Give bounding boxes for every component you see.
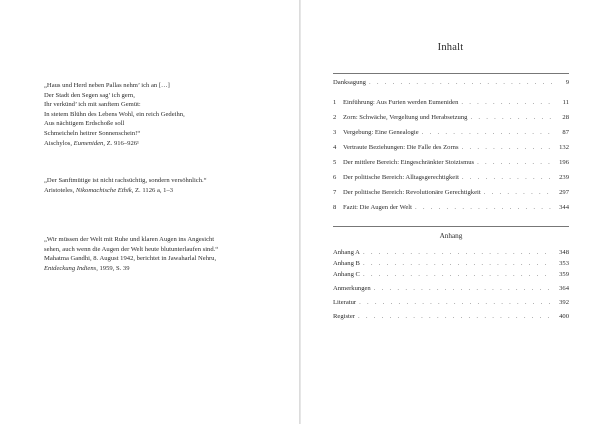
toc-entry-number: 2 bbox=[333, 114, 337, 121]
toc-entry-page: 87 bbox=[562, 129, 569, 136]
toc-entry-label: Der politische Bereich: Revolutionäre Gerechtigkeit bbox=[343, 189, 481, 196]
leader-dots bbox=[363, 271, 553, 278]
toc-entry-page: 344 bbox=[559, 204, 569, 211]
appendix-heading: Anhang bbox=[439, 232, 463, 240]
toc-entry[interactable] bbox=[333, 159, 569, 169]
toc-entry[interactable] bbox=[333, 99, 569, 109]
toc-entry-label: Literatur bbox=[333, 299, 357, 306]
toc-entry[interactable] bbox=[333, 285, 569, 295]
toc-entry-label: Vertraute Beziehungen: Die Falle des Zorns bbox=[343, 144, 459, 151]
toc-entry-label: Fazit: Die Augen der Welt bbox=[343, 204, 412, 211]
leader-dots bbox=[470, 114, 553, 121]
page-title: Inhalt bbox=[437, 42, 464, 53]
toc-entry[interactable] bbox=[333, 114, 569, 124]
epigraph-line: „Der Sanftmütige ist nicht rachsüchtig, sondern versöhnlich.“ bbox=[44, 177, 207, 184]
toc-entry-page: 9 bbox=[565, 79, 569, 86]
toc-entry-number: 6 bbox=[333, 174, 337, 181]
leader-dots bbox=[422, 129, 553, 136]
epigraph-source: Entdeckung Indiens, 1959, S. 39 bbox=[44, 264, 130, 272]
epigraph-source: Aristoteles, Nikomachische Ethik, Z. 1126 a, 1–3 bbox=[44, 186, 174, 194]
epigraph-line: Mahatma Gandhi, 8. August 1942, berichtet in Jawaharlal Nehru, bbox=[44, 255, 217, 263]
toc-entry[interactable] bbox=[333, 249, 569, 259]
toc-entry-label: Der politische Bereich: Alltagsgerechtigkeit bbox=[343, 174, 459, 181]
leader-dots bbox=[415, 204, 553, 211]
toc-entry-page: 353 bbox=[559, 260, 569, 267]
toc-entry-page: 297 bbox=[559, 189, 569, 196]
toc-entry-page: 348 bbox=[559, 249, 569, 256]
toc-entry[interactable] bbox=[333, 129, 569, 139]
toc-entry-label: Anmerkungen bbox=[333, 285, 371, 292]
epigraph-line: „Wir müssen der Welt mit Ruhe und klaren Augen ins Angesicht bbox=[44, 236, 215, 243]
toc-entry-page: 359 bbox=[559, 271, 569, 278]
epigraph-aeschylus bbox=[44, 81, 289, 148]
toc-entry-label: Der mittlere Bereich: Eingeschränkter Stoizismus bbox=[343, 159, 475, 166]
toc-entry[interactable] bbox=[333, 313, 569, 323]
toc-entry-number: 8 bbox=[333, 204, 337, 211]
epigraph-line: „Haus und Herd neben Pallas nehm’ ich an […] bbox=[44, 82, 170, 89]
toc-entry-page: 11 bbox=[562, 99, 569, 106]
leader-dots bbox=[462, 144, 553, 151]
toc-entry-number: 1 bbox=[333, 99, 337, 106]
toc-entry-label: Zorn: Schwäche, Vergeltung und Herabsetzung bbox=[343, 114, 468, 121]
divider bbox=[333, 226, 569, 227]
toc-entry-label: Register bbox=[333, 313, 355, 320]
epigraph-source: Aischylos, Eumeniden, Z. 916–926¹ bbox=[44, 139, 140, 147]
toc-entry[interactable] bbox=[333, 260, 569, 270]
epigraph-line: Der Stadt den Segen sag’ ich gern, bbox=[44, 91, 135, 99]
leader-dots bbox=[358, 313, 553, 320]
toc-entry-label: Anhang A bbox=[333, 249, 360, 256]
toc-entry-page: 196 bbox=[559, 159, 569, 166]
toc-entry-label: Anhang B bbox=[333, 260, 360, 267]
leader-dots bbox=[359, 299, 553, 306]
toc-entry-page: 400 bbox=[559, 313, 569, 320]
epigraph-line: sehen, auch wenn die Augen der Welt heute blutunterlaufen sind.“ bbox=[44, 245, 219, 253]
toc-entry-number: 4 bbox=[333, 144, 337, 151]
toc-entry-number: 3 bbox=[333, 129, 337, 136]
toc-entry-page: 28 bbox=[562, 114, 569, 121]
leader-dots bbox=[363, 249, 553, 256]
toc-entry[interactable] bbox=[333, 174, 569, 184]
toc-entry-page: 392 bbox=[559, 299, 569, 306]
toc-entry[interactable] bbox=[333, 144, 569, 154]
epigraph-line: Aus nächtigem Erdschoße soll bbox=[44, 120, 125, 128]
toc-entry-number: 5 bbox=[333, 159, 337, 166]
left-page bbox=[0, 0, 299, 424]
epigraph-gandhi bbox=[44, 235, 289, 273]
epigraph-line: Schmeicheln heitrer Sonnenschein!“ bbox=[44, 129, 141, 137]
leader-dots bbox=[363, 260, 553, 267]
leader-dots bbox=[477, 159, 553, 166]
epigraph-line: Ihr verkünd’ ich mit sanftem Gemüt: bbox=[44, 101, 141, 109]
toc-entry-label: Danksagung bbox=[333, 79, 366, 86]
epigraph-aristotle bbox=[44, 176, 289, 195]
toc-entry-page: 364 bbox=[559, 285, 569, 292]
toc-entry[interactable] bbox=[333, 271, 569, 281]
toc-entry-page: 132 bbox=[559, 144, 569, 151]
toc-entry-page: 239 bbox=[559, 174, 569, 181]
toc-entry-label: Anhang C bbox=[333, 271, 360, 278]
toc-entry[interactable] bbox=[333, 299, 569, 309]
leader-dots bbox=[462, 174, 553, 181]
divider bbox=[333, 73, 569, 74]
toc-entry-label: Einführung: Aus Furien werden Eumeniden bbox=[343, 99, 459, 106]
leader-dots bbox=[369, 79, 553, 86]
toc-entry-number: 7 bbox=[333, 189, 337, 196]
leader-dots bbox=[374, 285, 553, 292]
toc-entry[interactable] bbox=[333, 189, 569, 199]
toc-entry[interactable] bbox=[333, 79, 569, 89]
epigraph-line: In stetem Blühn des Lebens Wohl, ein reich Gedeihn, bbox=[44, 110, 185, 118]
leader-dots bbox=[461, 99, 553, 106]
toc-entry[interactable] bbox=[333, 204, 569, 214]
leader-dots bbox=[484, 189, 553, 196]
toc-entry-label: Vergebung: Eine Genealogie bbox=[343, 129, 419, 136]
